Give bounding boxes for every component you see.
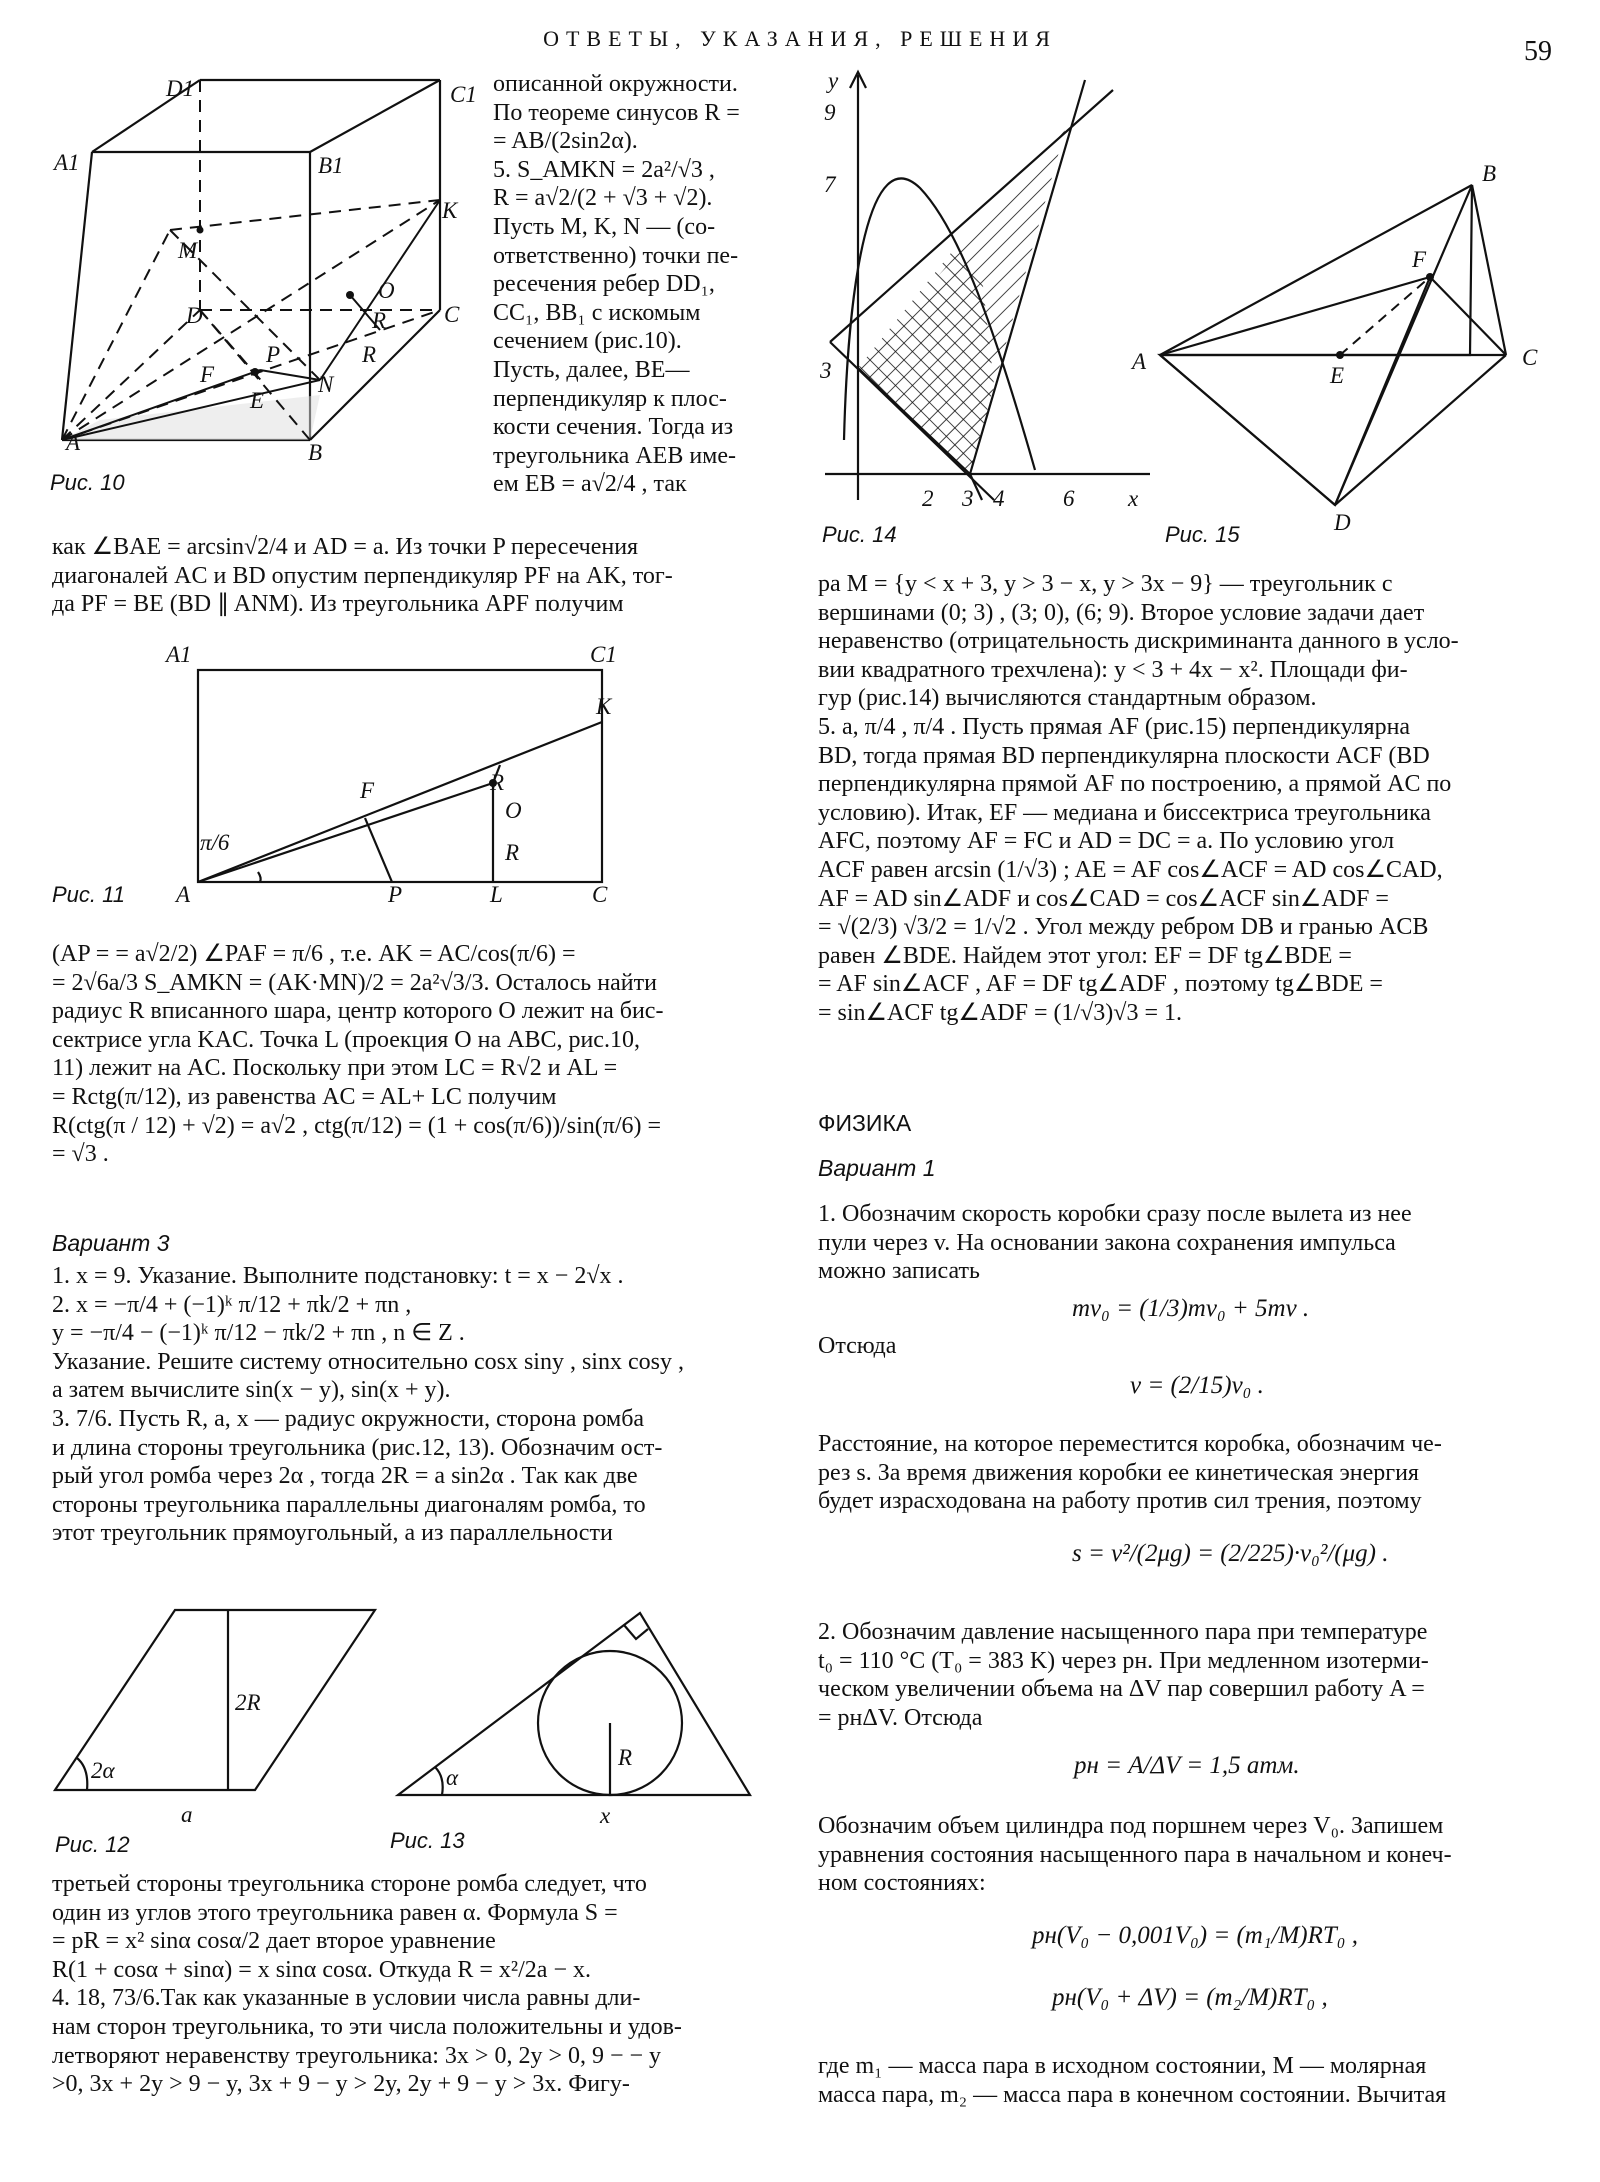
fig11-label-f: F bbox=[360, 778, 375, 803]
fig10-label-d1: D1 bbox=[166, 76, 195, 101]
fig13-caption: Рис. 13 bbox=[390, 1828, 465, 1853]
fig14-label-7: 7 bbox=[824, 172, 836, 197]
after-fig10-text: как ∠BAE = arcsin√2/4 и AD = a. Из точки P пересечения диагоналей AC и BD опустим перпендикуляр PF на AK, тог- да PF = BE (BD ∥ ANM). Из треугольника APF получим bbox=[52, 534, 673, 618]
fig11-label-r2: R bbox=[505, 840, 520, 865]
variant3-heading: Вариант 3 bbox=[52, 1230, 170, 1256]
fig10-label-k: K bbox=[442, 198, 458, 223]
fig14-label-6x: 6 bbox=[1063, 486, 1075, 511]
fig11-caption: Рис. 11 bbox=[52, 882, 125, 907]
fig10-label-r2: R bbox=[362, 342, 377, 367]
fig11-label-o: O bbox=[505, 798, 522, 823]
after-fig11-text: (AP = = a√2/2) ∠PAF = π/6 , т.е. AK = AC/cos(π/6) = = 2√6a/3 S_AMKN = (AK·MN)/2 = 2a²√3/3. Осталось найти радиус R вписанного шара, центр которого O лежит на бис- сектрисе угла KAC. Точка L (проекция O на ABC, рис.10, 11) лежит на AC. Поскольку при этом LC = R√2 и AL = = Rctg(π/12), из равенства AC = AL+ LC получим R(ctg(π / 12) + √2) = a√2 , ctg(π/12) = (1 + cos(π/6))/sin(π/6) = = √3 . bbox=[52, 941, 664, 1168]
fig13-label-alpha: α bbox=[446, 1765, 459, 1790]
beside-fig10-text: описанной окружности. По теореме синусов R = = AB/(2sin2α). 5. S_AMKN = 2a²/√3 , R = a√2/(2 + √3 + √2). Пусть M, K, N — (со- ответственно) точки пе- ресечения ребер DD₁, CC₁, BB₁ с искомым сечением (рис.10). Пусть, далее, BE— перпендикуляр к плос- кости сечения. Тогда из треугольника AEB име- ем EB = a√2/4 , так bbox=[493, 71, 740, 498]
fig10-label-o: O bbox=[378, 278, 395, 303]
page-number: 59 bbox=[1524, 36, 1552, 67]
running-header: ОТВЕТЫ, УКАЗАНИЯ, РЕШЕНИЯ bbox=[543, 26, 1057, 51]
otsyuda-label: Отсюда bbox=[818, 1333, 897, 1359]
figure-10 bbox=[50, 76, 480, 465]
fig15-label-d: D bbox=[1334, 510, 1351, 535]
figure-13 bbox=[390, 1605, 770, 1828]
after-fig14-15-text: ра M = {y < x + 3, y > 3 − x, y > 3x − 9} — треугольник с вершинами (0; 3) , (3; 0), (6; 9). Второе условие задачи дает неравенство (отрицательность дискриминанта данного в усло- вии квадратного трехчлена): y < 3 + 4x − x². Площади фи- гур (рис.14) вычисляются стандартным образом. 5. a, π/4 , π/4 . Пусть прямая AF (рис.15) перпендикулярна BD, тогда прямая BD перпендикулярна плоскости ACF (BD перпендикулярна прямой AF по построению, а прямой AC по условию). Итак, EF — медиана и биссектриса треугольника AFC, поэтому AF = FC и AD = DC = a. По условию угол ACF равен arcsin (1/√3) ; AE = AF cos∠ACF = AD cos∠CAD, AF = AD sin∠ADF и cos∠CAD = cos∠ACF sin∠ADF = = √(2/3) √3/2 = 1/√2 . Угол между ребром DB и гранью ACB равен ∠BDE. Найдем этот угол: EF = DF tg∠BDE = = AF sin∠ACF , AF = DF tg∠ADF , поэтому tg∠BDE = = sin∠ACF tg∠ADF = (1/√3)√3 = 1. bbox=[818, 571, 1459, 1026]
equation-velocity: v = (2/15)v₀ . bbox=[1130, 1372, 1264, 1399]
fig10-label-a: A bbox=[66, 430, 81, 455]
fig14-label-4x: 4 bbox=[993, 486, 1005, 511]
fig12-label-2r: 2R bbox=[235, 1690, 261, 1715]
fig11-label-p: P bbox=[388, 882, 403, 907]
physics-p1: 1. Обозначим скорость коробки сразу после вылета из нее пули через v. На основании закона сохранения импульса можно записать bbox=[818, 1201, 1412, 1285]
fig12-label-2alpha: 2α bbox=[91, 1758, 115, 1783]
fig13-label-x: x bbox=[600, 1803, 611, 1828]
physics-heading: ФИЗИКА bbox=[818, 1110, 912, 1136]
fig11-label-angle: π/6 bbox=[200, 830, 230, 855]
fig14-label-2x: 2 bbox=[922, 486, 934, 511]
fig11-label-l: L bbox=[490, 882, 503, 907]
fig15-label-c: C bbox=[1522, 345, 1538, 370]
after-fig12-13-text: третьей стороны треугольника стороне ромба следует, что один из углов этого треугольника равен α. Формула S = = pR = x² sinα cosα/2 дает второе уравнение R(1 + cosα + sinα) = x sinα cosα. Откуда R = x²/2a − x. 4. 18, 73/6.Так как указанные в условии числа равны дли- нам сторон треугольника, то эти числа положительны и удов- летворяют неравенству треугольника: 3x > 0, 2y > 0, 9 − − y >0, 3x + 2y > 9 − y, 3x + 9 − y > 2y, 2y + 9 − y > 3x. Фигу- bbox=[52, 1871, 682, 2098]
fig14-label-3y: 3 bbox=[820, 358, 832, 383]
fig12-caption: Рис. 12 bbox=[55, 1832, 130, 1857]
fig14-label-3x: 3 bbox=[962, 486, 974, 511]
fig10-label-p: P bbox=[266, 342, 281, 367]
equation-pressure: pн = A/ΔV = 1,5 атм. bbox=[1074, 1752, 1300, 1779]
fig10-label-c1: C1 bbox=[450, 82, 477, 107]
fig10-label-m: M bbox=[178, 238, 198, 263]
fig14-caption: Рис. 14 bbox=[822, 522, 897, 547]
fig15-label-e: E bbox=[1330, 363, 1345, 388]
figure-14 bbox=[810, 68, 1170, 520]
fig10-label-f: F bbox=[200, 362, 215, 387]
figure-11 bbox=[160, 640, 630, 907]
equation-state-initial: pн(V₀ − 0,001V₀) = (m₁/M)RT₀ , bbox=[1032, 1922, 1359, 1949]
fig11-label-a1: A1 bbox=[166, 642, 192, 667]
fig10-label-b: B bbox=[308, 440, 323, 465]
equation-distance: s = v²/(2μg) = (2/225)·v₀²/(μg) . bbox=[1072, 1540, 1389, 1567]
fig15-label-f: F bbox=[1412, 247, 1427, 272]
physics-p2: Расстояние, на которое переместится коробка, обозначим че- рез s. За время движения коробки ее кинетическая энергия будет израсходована на работу против сил трения, поэтому bbox=[818, 1431, 1442, 1515]
fig11-label-c: C bbox=[592, 882, 608, 907]
fig10-label-a1: A1 bbox=[54, 150, 80, 175]
fig10-caption: Рис. 10 bbox=[50, 470, 125, 495]
physics-p5: где m₁ — масса пара в исходном состоянии, M — молярная масса пара, m₂ — масса пара в конечном состоянии. Вычитая bbox=[818, 2053, 1447, 2108]
physics-p4: Обозначим объем цилиндра под поршнем через V₀. Запишем уравнения состояния насыщенного пара в начальном и конеч- ном состояниях: bbox=[818, 1813, 1452, 1897]
fig10-label-b1: B1 bbox=[318, 153, 344, 178]
figure-12 bbox=[55, 1600, 385, 1827]
fig12-label-a: a bbox=[181, 1802, 193, 1827]
fig10-label-r1: R bbox=[372, 308, 387, 333]
fig14-label-9: 9 bbox=[824, 100, 836, 125]
physics-p3: 2. Обозначим давление насыщенного пара при температуре t₀ = 110 °C (T₀ = 383 K) через pн. При медленном изотерми- ческом увеличении объема на ΔV пар совершил работу A = = pнΔV. Отсюда bbox=[818, 1619, 1429, 1731]
equation-momentum: mv₀ = (1/3)mv₀ + 5mv . bbox=[1072, 1295, 1310, 1322]
fig11-label-a: A bbox=[176, 882, 191, 907]
fig10-label-e: E bbox=[250, 388, 265, 413]
fig11-label-r1: R bbox=[490, 770, 505, 795]
equation-state-final: pн(V₀ + ΔV) = (m₂/M)RT₀ , bbox=[1052, 1984, 1328, 2011]
fig10-label-d: D bbox=[186, 303, 203, 328]
fig10-label-c: C bbox=[444, 302, 460, 327]
fig15-caption: Рис. 15 bbox=[1165, 522, 1240, 547]
variant3-text: 1. x = 9. Указание. Выполните подстановку: t = x − 2√x . 2. x = −π/4 + (−1)ᵏ π/12 + πk/2 + πn , y = −π/4 − (−1)ᵏ π/12 − πk/2 + πn , n ∈ Z . Указание. Решите систему относительно cosx siny , sinx cosy , а затем вычислите sin(x − y), sin(x + y). 3. 7/6. Пусть R, a, x — радиус окружности, сторона ромба и длина стороны треугольника (рис.12, 13). Обозначим ост- рый угол ромба через 2α , тогда 2R = a sin2α . Так как две стороны треугольника параллельны диагоналям ромба, то этот треугольник прямоугольный, а из параллельности bbox=[52, 1263, 684, 1547]
fig11-label-c1: C1 bbox=[590, 642, 617, 667]
fig15-label-a: A bbox=[1132, 349, 1147, 374]
fig13-label-r: R bbox=[618, 1745, 633, 1770]
fig15-label-b: B bbox=[1482, 161, 1497, 186]
variant1-heading: Вариант 1 bbox=[818, 1155, 936, 1181]
fig14-label-x: x bbox=[1128, 486, 1139, 511]
fig10-label-n: N bbox=[318, 372, 334, 397]
fig11-label-k: K bbox=[596, 694, 612, 719]
fig14-label-y: y bbox=[828, 68, 839, 93]
